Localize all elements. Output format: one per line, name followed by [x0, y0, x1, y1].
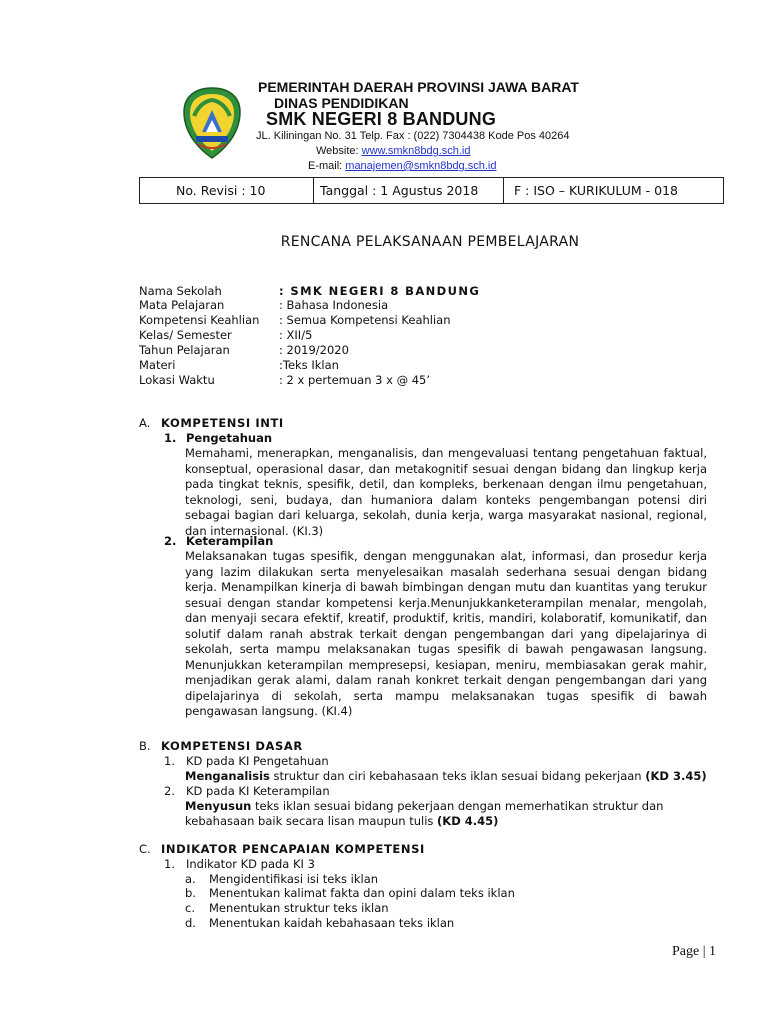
identity-row: Kelas/ Semester : XII/5 — [139, 328, 313, 342]
section-b-item-heading: 2. KD pada KI Keterampilan — [164, 784, 330, 798]
header-email — [308, 160, 496, 172]
header-school-name: SMK NEGERI 8 BANDUNG — [266, 109, 497, 129]
header-website — [316, 145, 470, 157]
skills-paragraph: Melaksanakan tugas spesifik, dengan menggunakan alat, informasi, dan prosedur kerja yang lazim dilakukan serta menyelesaikan masalah sederhana sesuai dengan bidang kerja. Menampilkan kinerja di bawah bimbingan dengan mutu dan kuantitas yang terukur sesuai dengan standar kompetensi kerja.Menunjukkanketerampilan menalar, mengolah, dan menyaji secara efektif, kreatif, produktif, kritis, mandiri, kolaboratif, komunikatif, dan solutif dalam ranah abstrak terkait dengan pengembangan dari yang dipelajarinya di sekolah, serta mampu melaksanakan tugas spesifik di bawah pengawasan langsung. Menunjukkan keterampilan mempresepsi, kesiapan, meniru, membiasakan gerak mahir, menjadikan gerak alami, dalam ranah konkret terkait dengan pengembangan dari yang dipelajarinya di sekolah, serta mampu melaksanakan tugas spesifik di bawah pengawasan langsung. (KI.4) — [185, 549, 707, 718]
header-address: JL. Kiliningan No. 31 Telp. Fax : (022) 7304438 Kode Pos 40264 — [256, 130, 570, 142]
identity-row: Tahun Pelajaran : 2019/2020 — [139, 343, 349, 357]
website-label: Website: — [316, 145, 362, 157]
section-a-item-heading: 1. Pengetahuan — [164, 431, 273, 445]
identity-row: Lokasi Waktu : 2 x pertemuan 3 x @ 45’ — [139, 373, 431, 387]
revision-date: Tanggal : 1 Agustus 2018 — [314, 178, 504, 203]
indicator-item: b. Menentukan kalimat fakta dan opini dalam teks iklan — [185, 886, 515, 900]
indicator-item: d. Menentukan kaidah kebahasaan teks iklan — [185, 916, 455, 930]
indicator-item: a. Mengidentifikasi isi teks iklan — [185, 872, 379, 886]
page-number: Page | 1 — [672, 944, 717, 959]
header-department: DINAS PENDIDIKAN — [274, 95, 409, 111]
section-a-item-heading: 2. Keterampilan — [164, 534, 274, 548]
section-a-heading: A. KOMPETENSI INTI — [139, 416, 284, 430]
header-government: PEMERINTAH DAERAH PROVINSI JAWA BARAT — [258, 79, 579, 95]
document-title: RENCANA PELAKSANAAN PEMBELAJARAN — [280, 234, 580, 250]
identity-row: Materi :Teks Iklan — [139, 358, 339, 372]
email-link[interactable]: manajemen@smkn8bdg.sch.id — [345, 160, 497, 172]
indicator-item: c. Menentukan struktur teks iklan — [185, 901, 389, 915]
section-c-item-heading: 1. Indikator KD pada KI 3 — [164, 857, 315, 871]
identity-row: Nama Sekolah : SMK NEGERI 8 BANDUNG — [139, 284, 481, 298]
identity-row: Mata Pelajaran : Bahasa Indonesia — [139, 298, 389, 312]
section-c-heading: C. INDIKATOR PENCAPAIAN KOMPETENSI — [139, 842, 425, 856]
kd-skills-text: Menyusun teks iklan sesuai bidang pekerjaan dengan memerhatikan struktur dan — [185, 799, 664, 813]
website-link[interactable]: www.smkn8bdg.sch.id — [361, 145, 471, 157]
kd-skills-text: kebahasaan baik secara lisan maupun tulis (KD 4.45) — [185, 814, 499, 828]
revision-table — [139, 177, 724, 204]
revision-form-code: F : ISO – KURIKULUM - 018 — [514, 183, 678, 198]
section-b-heading: B. KOMPETENSI DASAR — [139, 739, 303, 753]
west-java-emblem-logo — [180, 86, 244, 160]
knowledge-paragraph: Memahami, menerapkan, menganalisis, dan mengevaluasi tentang pengetahuan faktual, konseptual, operasional dasar, dan metakognitif sesuai dengan bidang dan lingkup kerja pada tingkat teknis, spesifik, detil, dan kompleks, berkenaan dengan ilmu pengetahuan, teknologi, seni, budaya, dan humaniora dalam konteks pengembangan potensi diri sebagai bagian dari keluarga, sekolah, dunia kerja, warga masyarakat nasional, regional, dan internasional. (KI.3) — [185, 446, 707, 538]
identity-row: Kompetensi Keahlian : Semua Kompetensi Keahlian — [139, 313, 451, 327]
email-label: E-mail: — [308, 160, 346, 172]
revision-number: No. Revisi : 10 — [140, 178, 314, 203]
section-b-item-heading: 1. KD pada KI Pengetahuan — [164, 754, 329, 768]
kd-knowledge-text: Menganalisis struktur dan ciri kebahasaan teks iklan sesuai bidang pekerjaan (KD 3.45) — [185, 769, 707, 783]
